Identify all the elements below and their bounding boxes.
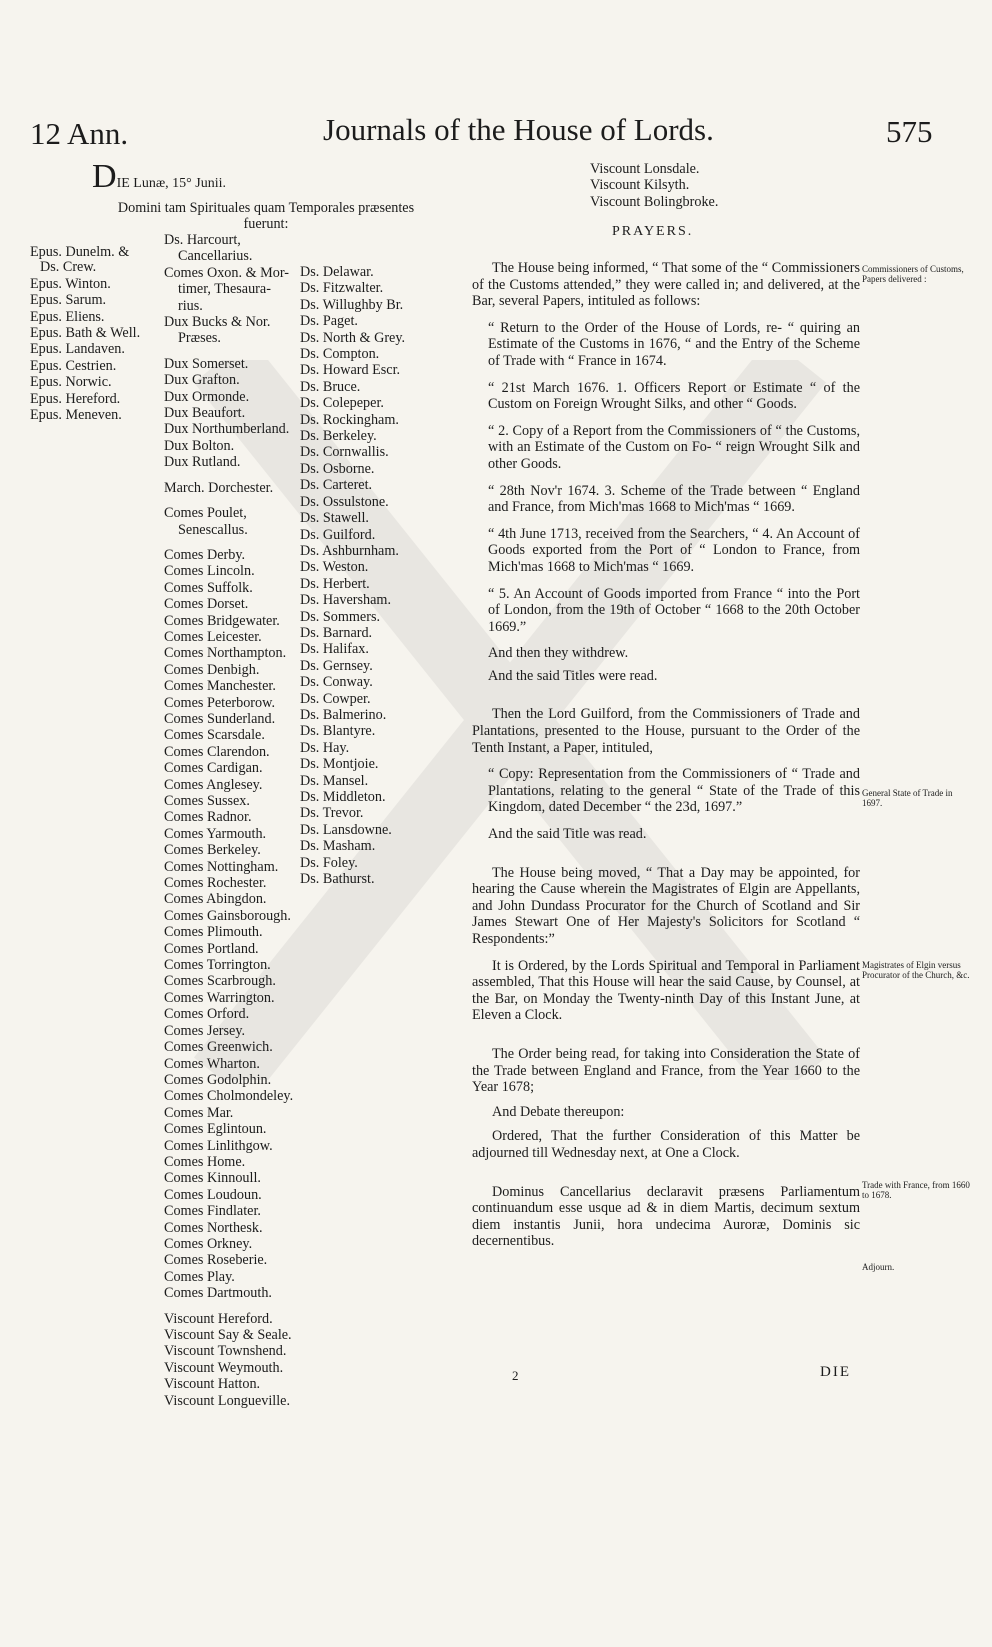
list-item: Comes Wharton.: [164, 1055, 260, 1072]
list-item: Comes Findlater.: [164, 1203, 261, 1220]
list-item: Ds. Gernsey.: [300, 657, 373, 674]
list-item: Comes Cholmondeley.: [164, 1088, 294, 1105]
viscounts-column: [590, 161, 718, 210]
list-item: Epus. Cestrien.: [30, 357, 117, 374]
list-item: Comes Roseberie.: [164, 1252, 268, 1269]
list-item: March. Dorchester.: [164, 479, 274, 496]
list-item: Ds. Paget.: [300, 313, 358, 330]
list-item: Ds. Middleton.: [300, 789, 386, 805]
list-item: Epus. Hereford.: [30, 390, 121, 407]
list-item: Ds. Lansdowne.: [300, 821, 392, 838]
list-item: Ds. Balmerino.: [300, 706, 387, 723]
list-item: timer, Thesaura-: [178, 281, 271, 298]
date-line: [92, 158, 226, 195]
margin-note: Trade with France, from 1660 to 1678.: [862, 1180, 970, 1200]
list-item: Ds. Berkeley.: [300, 428, 377, 445]
list-item: Comes Jersey.: [164, 1022, 246, 1039]
paragraph: And Debate thereupon:: [492, 1103, 625, 1120]
list-item: Ds. Halifax.: [300, 641, 369, 658]
list-item: Ds. Howard Escr.: [300, 362, 401, 379]
list-item: Epus. Meneven.: [30, 407, 122, 424]
list-item: Dux Bolton.: [164, 437, 235, 454]
list-item: Viscount Hatton.: [164, 1376, 261, 1393]
list-item: Ds. Cowper.: [300, 690, 371, 707]
list-item: Ds. North & Grey.: [300, 329, 406, 346]
paragraph: “ 4th June 1713, received from the Searchers, “ 4. An Account of Goods exported from the Port of “ London to France, from Mich'mas 1668 to Mich'mas “ 1669.: [488, 525, 860, 575]
list-item: Comes Sunderland.: [164, 710, 276, 727]
list-item: Ds. Carteret.: [300, 477, 373, 494]
list-item: Dux Ormonde.: [164, 388, 250, 405]
list-item: Senescallus.: [178, 521, 248, 538]
list-item: Viscount Lonsdale.: [590, 161, 700, 177]
bishops-column: [30, 244, 140, 423]
list-item: Comes Nottingham.: [164, 858, 279, 875]
list-item: Comes Play.: [164, 1268, 235, 1285]
list-item: Comes Denbigh.: [164, 661, 260, 678]
list-item: Comes Radnor.: [164, 809, 252, 826]
list-item: Epus. Landaven.: [30, 341, 125, 358]
margin-note: Adjourn.: [862, 1262, 895, 1272]
list-item: Comes Orford.: [164, 1006, 250, 1023]
date-text: IE Lunæ, 15° Junii.: [116, 176, 226, 191]
list-item: Comes Abingdon.: [164, 891, 267, 908]
list-item: Comes Yarmouth.: [164, 825, 267, 842]
list-item: Comes Plimouth.: [164, 924, 263, 941]
list-item: Comes Rochester.: [164, 875, 267, 892]
list-item: Comes Scarsdale.: [164, 727, 265, 744]
list-item: Comes Derby.: [164, 546, 246, 563]
list-item: Comes Suffolk.: [164, 579, 253, 596]
list-item: Viscount Longueville.: [164, 1392, 291, 1409]
paragraph: It is Ordered, by the Lords Spiritual and Temporal in Parliament assembled, That this House will hear the said Cause, by Counsel, at the Bar, on Monday the Twenty-ninth Day of this Instant June, at Eleven a Clock.: [472, 957, 860, 1024]
paragraph: The House being informed, “ That some of the “ Commissioners of the Customs attended,” they were called in; and delivered, at the Bar, several Papers, intituled as follows:: [472, 260, 860, 310]
temporal-lords-column: [164, 232, 293, 1409]
list-item: Ds. Barnard.: [300, 624, 373, 641]
list-item: Comes Manchester.: [164, 678, 276, 695]
list-item: Comes Portland.: [164, 940, 259, 957]
margin-note: Magistrates of Elgin versus Procurator of the Church, &c.: [862, 960, 970, 980]
barons-column: [300, 264, 405, 887]
list-item: Comes Berkeley.: [164, 842, 261, 859]
margin-note: Commissioners of Customs, Papers delivered :: [862, 264, 964, 284]
list-item: Ds. Colepeper.: [300, 395, 384, 412]
list-item: Ds. Ossulstone.: [300, 493, 389, 510]
list-item: Dux Rutland.: [164, 454, 241, 471]
list-item: Dux Somerset.: [164, 355, 249, 372]
list-item: Comes Northesk.: [164, 1219, 263, 1236]
list-item: Comes Dorset.: [164, 596, 249, 613]
paragraph: “ 5. An Account of Goods imported from France “ into the Port of London, from the 19th of October “ 1668 to the 20th October 1669.”: [488, 585, 860, 635]
paragraph: Ordered, That the further Consideration of this Matter be adjourned till Wednesday next, at One a Clock.: [472, 1128, 860, 1161]
list-item: Ds. Weston.: [300, 559, 369, 576]
attendance-intro: Domini tam Spirituales quam Temporales præsentes fuerunt:: [117, 200, 415, 232]
list-item: Comes Linlithgow.: [164, 1137, 273, 1154]
list-item: Comes Mar.: [164, 1104, 234, 1121]
list-item: Comes Anglesey.: [164, 776, 263, 793]
list-item: Comes Loudoun.: [164, 1186, 262, 1203]
list-item: Comes Greenwich.: [164, 1039, 273, 1056]
list-item: Comes Poulet,: [164, 505, 247, 522]
list-item: Ds. Foley.: [300, 854, 358, 871]
list-item: Comes Home.: [164, 1153, 246, 1170]
list-item: Comes Gainsborough.: [164, 907, 291, 924]
list-item: Comes Kinnoull.: [164, 1170, 261, 1187]
list-item: Dux Northumberland.: [164, 421, 290, 438]
earls-list: [164, 547, 293, 1302]
list-item: Dux Grafton.: [164, 372, 240, 389]
list-item: Comes Sussex.: [164, 793, 250, 809]
catchword: DIE: [820, 1364, 851, 1380]
list-item: rius.: [178, 297, 203, 314]
viscounts-list: [164, 1311, 293, 1409]
list-item: Comes Dartmouth.: [164, 1285, 272, 1302]
paragraph: The Order being read, for taking into Consideration the State of the Trade between England and France, from the Year 1660 to the Year 1678;: [472, 1045, 860, 1096]
list-item: Epus. Winton.: [30, 275, 111, 292]
running-head-left: 12 Ann.: [30, 116, 129, 151]
list-item: Viscount Hereford.: [164, 1310, 273, 1327]
prayers-heading: PRAYERS.: [612, 224, 694, 239]
list-item: Comes Leicester.: [164, 628, 262, 645]
list-item: Comes Northampton.: [164, 645, 287, 662]
date-initial: D: [92, 158, 117, 195]
list-item: Ds. Delawar.: [300, 264, 374, 280]
paragraph: “ 21st March 1676. 1. Officers Report or Estimate “ of the Custom on Foreign Wrought Silks, and other “ Goods.: [488, 379, 860, 413]
list-item: Viscount Weymouth.: [164, 1359, 284, 1376]
list-item: Comes Cardigan.: [164, 760, 263, 777]
list-item: Ds. Cornwallis.: [300, 444, 389, 461]
paragraph: “ 28th Nov'r 1674. 3. Scheme of the Trade between “ England and France, from Mich'mas 1668 to Mich'mas “ 1669.: [488, 482, 860, 516]
paragraph: The House being moved, “ That a Day may be appointed, for hearing the Cause wherein the Magistrates of Elgin are Appellants, and John Dundass Procurator for the Church of Scotland and Sir James Stewart One of Her Majesty's Solicitors for Scotland “ Respondents:”: [472, 864, 860, 947]
list-item: Comes Eglintoun.: [164, 1121, 267, 1138]
list-item: Comes Orkney.: [164, 1235, 253, 1252]
list-item: Comes Clarendon.: [164, 743, 270, 760]
paragraph: Dominus Cancellarius declaravit præsens Parliamentum continuandum esse usque ad & in diem Martis, decimum sextum diem instantis Junii, hora undecima Auroræ, Dominis sic decernentibus.: [472, 1183, 860, 1250]
list-item: Cancellarius.: [178, 248, 253, 265]
list-item: Ds. Sommers.: [300, 608, 381, 625]
list-item: Comes Torrington.: [164, 957, 271, 974]
list-item: Epus. Eliens.: [30, 308, 105, 325]
list-item: Ds. Rockingham.: [300, 411, 399, 428]
list-item: Præses.: [178, 330, 221, 347]
list-item: Ds. Bathurst.: [300, 871, 375, 888]
list-item: Ds. Bruce.: [300, 378, 361, 395]
list-item: Comes Warrington.: [164, 989, 275, 1006]
paragraph: “ 2. Copy of a Report from the Commissioners of “ the Customs, with an Estimate of the Custom on Fo- “ reign Wrought Silk and other Goods.: [488, 422, 860, 472]
list-item: Ds. Trevor.: [300, 805, 364, 822]
list-item: Ds. Montjoie.: [300, 756, 379, 773]
signature-mark: 2: [512, 1368, 519, 1383]
list-item: Ds. Fitzwalter.: [300, 280, 384, 297]
list-item: Viscount Kilsyth.: [590, 177, 690, 194]
list-item: Ds. Masham.: [300, 838, 376, 855]
paragraph: Then the Lord Guilford, from the Commissioners of Trade and Plantations, presented to the House, pursuant to the Order of the Tenth Instant, a Paper, intituled,: [472, 706, 860, 756]
list-item: Comes Lincoln.: [164, 563, 255, 580]
list-item: Ds. Herbert.: [300, 575, 370, 592]
page-title: Journals of the House of Lords.: [323, 112, 714, 147]
list-item: Dux Bucks & Nor.: [164, 314, 271, 331]
list-item: Ds. Blantyre.: [300, 723, 376, 740]
list-item: Epus. Bath & Well.: [30, 325, 141, 342]
list-item: Ds. Guilford.: [300, 526, 376, 543]
paragraph: And the said Title was read.: [488, 826, 647, 843]
list-item: Epus. Sarum.: [30, 292, 107, 309]
list-item: Ds. Osborne.: [300, 460, 375, 477]
list-item: Viscount Townshend.: [164, 1343, 287, 1360]
list-item: Comes Bridgewater.: [164, 612, 280, 629]
list-item: Comes Peterborow.: [164, 694, 275, 711]
list-item: Ds. Stawell.: [300, 510, 369, 527]
margin-note: General State of Trade in 1697.: [862, 788, 953, 808]
paragraph: And then they withdrew.: [488, 645, 629, 662]
list-item: Ds. Compton.: [300, 346, 380, 363]
paragraph: “ Copy: Representation from the Commissioners of “ Trade and Plantations, relating to the general “ State of the Trade of this Kingdom, dated December “ the 23d, 1697.”: [488, 766, 860, 816]
paragraph: “ Return to the Order of the House of Lords, re- “ quiring an Estimate of the Customs in 1676, “ and the Entry of the Scheme of Trade with “ France in 1674.: [488, 319, 860, 369]
list-item: Ds. Conway.: [300, 674, 373, 691]
list-item: Ds. Willughby Br.: [300, 296, 404, 313]
list-item: Ds. Crew.: [40, 259, 97, 276]
page-number: 575: [886, 114, 933, 149]
list-item: Viscount Bolingbroke.: [590, 193, 719, 210]
list-item: Viscount Say & Seale.: [164, 1327, 292, 1343]
list-item: Epus. Norwic.: [30, 374, 112, 391]
list-item: Ds. Harcourt,: [164, 232, 241, 248]
list-item: Comes Godolphin.: [164, 1071, 272, 1088]
list-item: Epus. Dunelm. &: [30, 244, 130, 260]
list-item: Dux Beaufort.: [164, 405, 246, 422]
proceedings-text: [472, 260, 860, 1250]
list-item: Ds. Hay.: [300, 739, 350, 756]
list-item: Ds. Haversham.: [300, 592, 392, 609]
list-item: Comes Scarbrough.: [164, 973, 276, 990]
list-item: Ds. Ashburnham.: [300, 542, 399, 559]
paragraph: And the said Titles were read.: [488, 667, 658, 684]
list-item: Ds. Mansel.: [300, 772, 369, 789]
list-item: Comes Oxon. & Mor-: [164, 264, 290, 281]
